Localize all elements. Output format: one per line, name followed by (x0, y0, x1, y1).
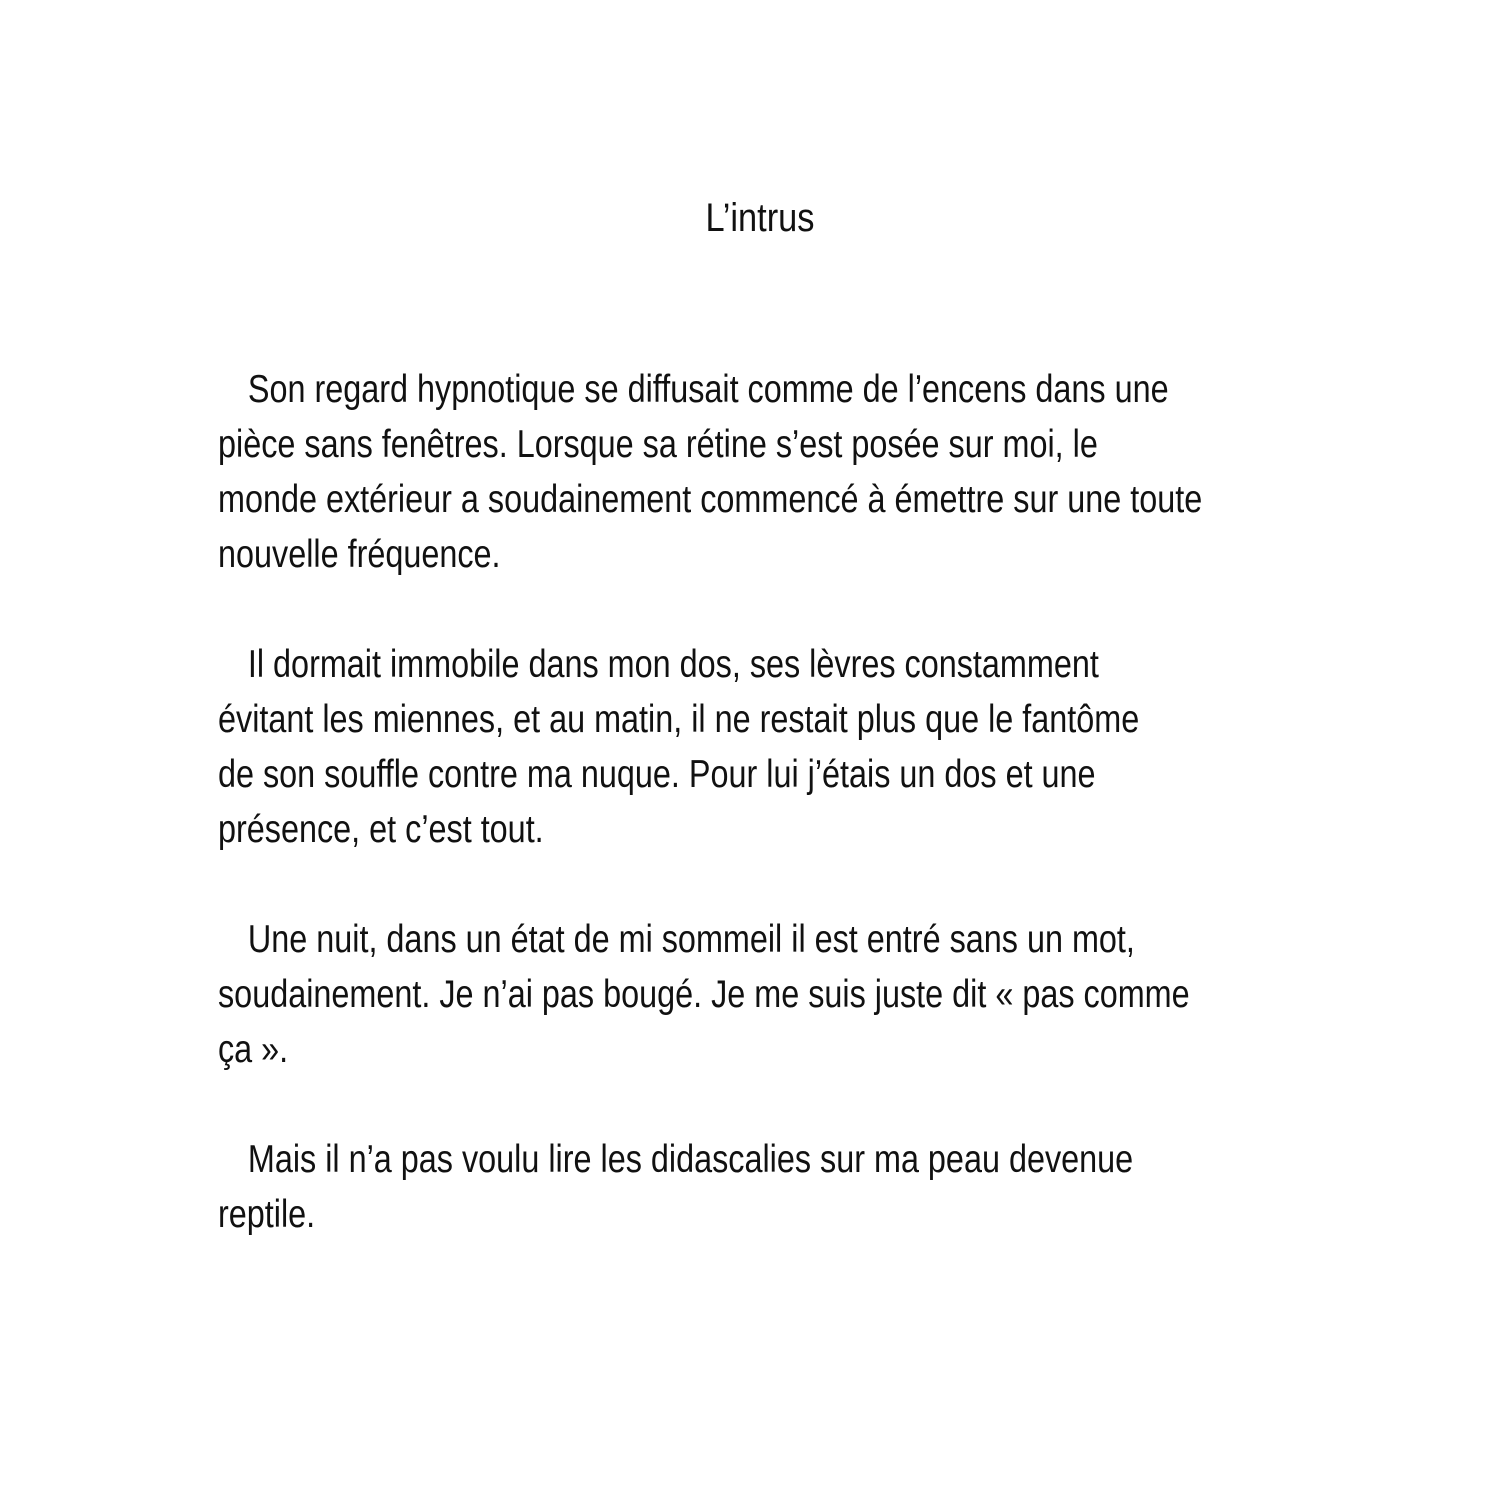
text-line: reptile. (218, 1193, 316, 1236)
paragraph-4 (218, 1132, 1318, 1242)
page-title: L’intrus (705, 196, 815, 240)
paragraph-1 (218, 362, 1318, 582)
text-line: pièce sans fenêtres. Lorsque sa rétine s’est posée sur moi, le (218, 423, 1098, 466)
text-line: nouvelle fréquence. (218, 533, 501, 576)
text-line: présence, et c’est tout. (218, 808, 544, 851)
text-line: Mais il n’a pas voulu lire les didascalies sur ma peau devenue (247, 1138, 1134, 1181)
paragraph-3 (218, 912, 1318, 1077)
body-text (218, 362, 1318, 1297)
text-line: ça ». (218, 1028, 289, 1071)
text-line: soudainement. Je n’ai pas bougé. Je me suis juste dit « pas comme (218, 973, 1190, 1016)
paragraph-2 (218, 637, 1318, 857)
text-line: Son regard hypnotique se diffusait comme de l’encens dans une (247, 368, 1169, 411)
text-line: de son souffle contre ma nuque. Pour lui j’étais un dos et une (218, 753, 1096, 796)
text-line: Une nuit, dans un état de mi sommeil il est entré sans un mot, (247, 918, 1135, 961)
text-line: Il dormait immobile dans mon dos, ses lèvres constamment (247, 643, 1099, 686)
text-line: évitant les miennes, et au matin, il ne restait plus que le fantôme (218, 698, 1140, 741)
text-line: monde extérieur a soudainement commencé à émettre sur une toute (218, 478, 1203, 521)
